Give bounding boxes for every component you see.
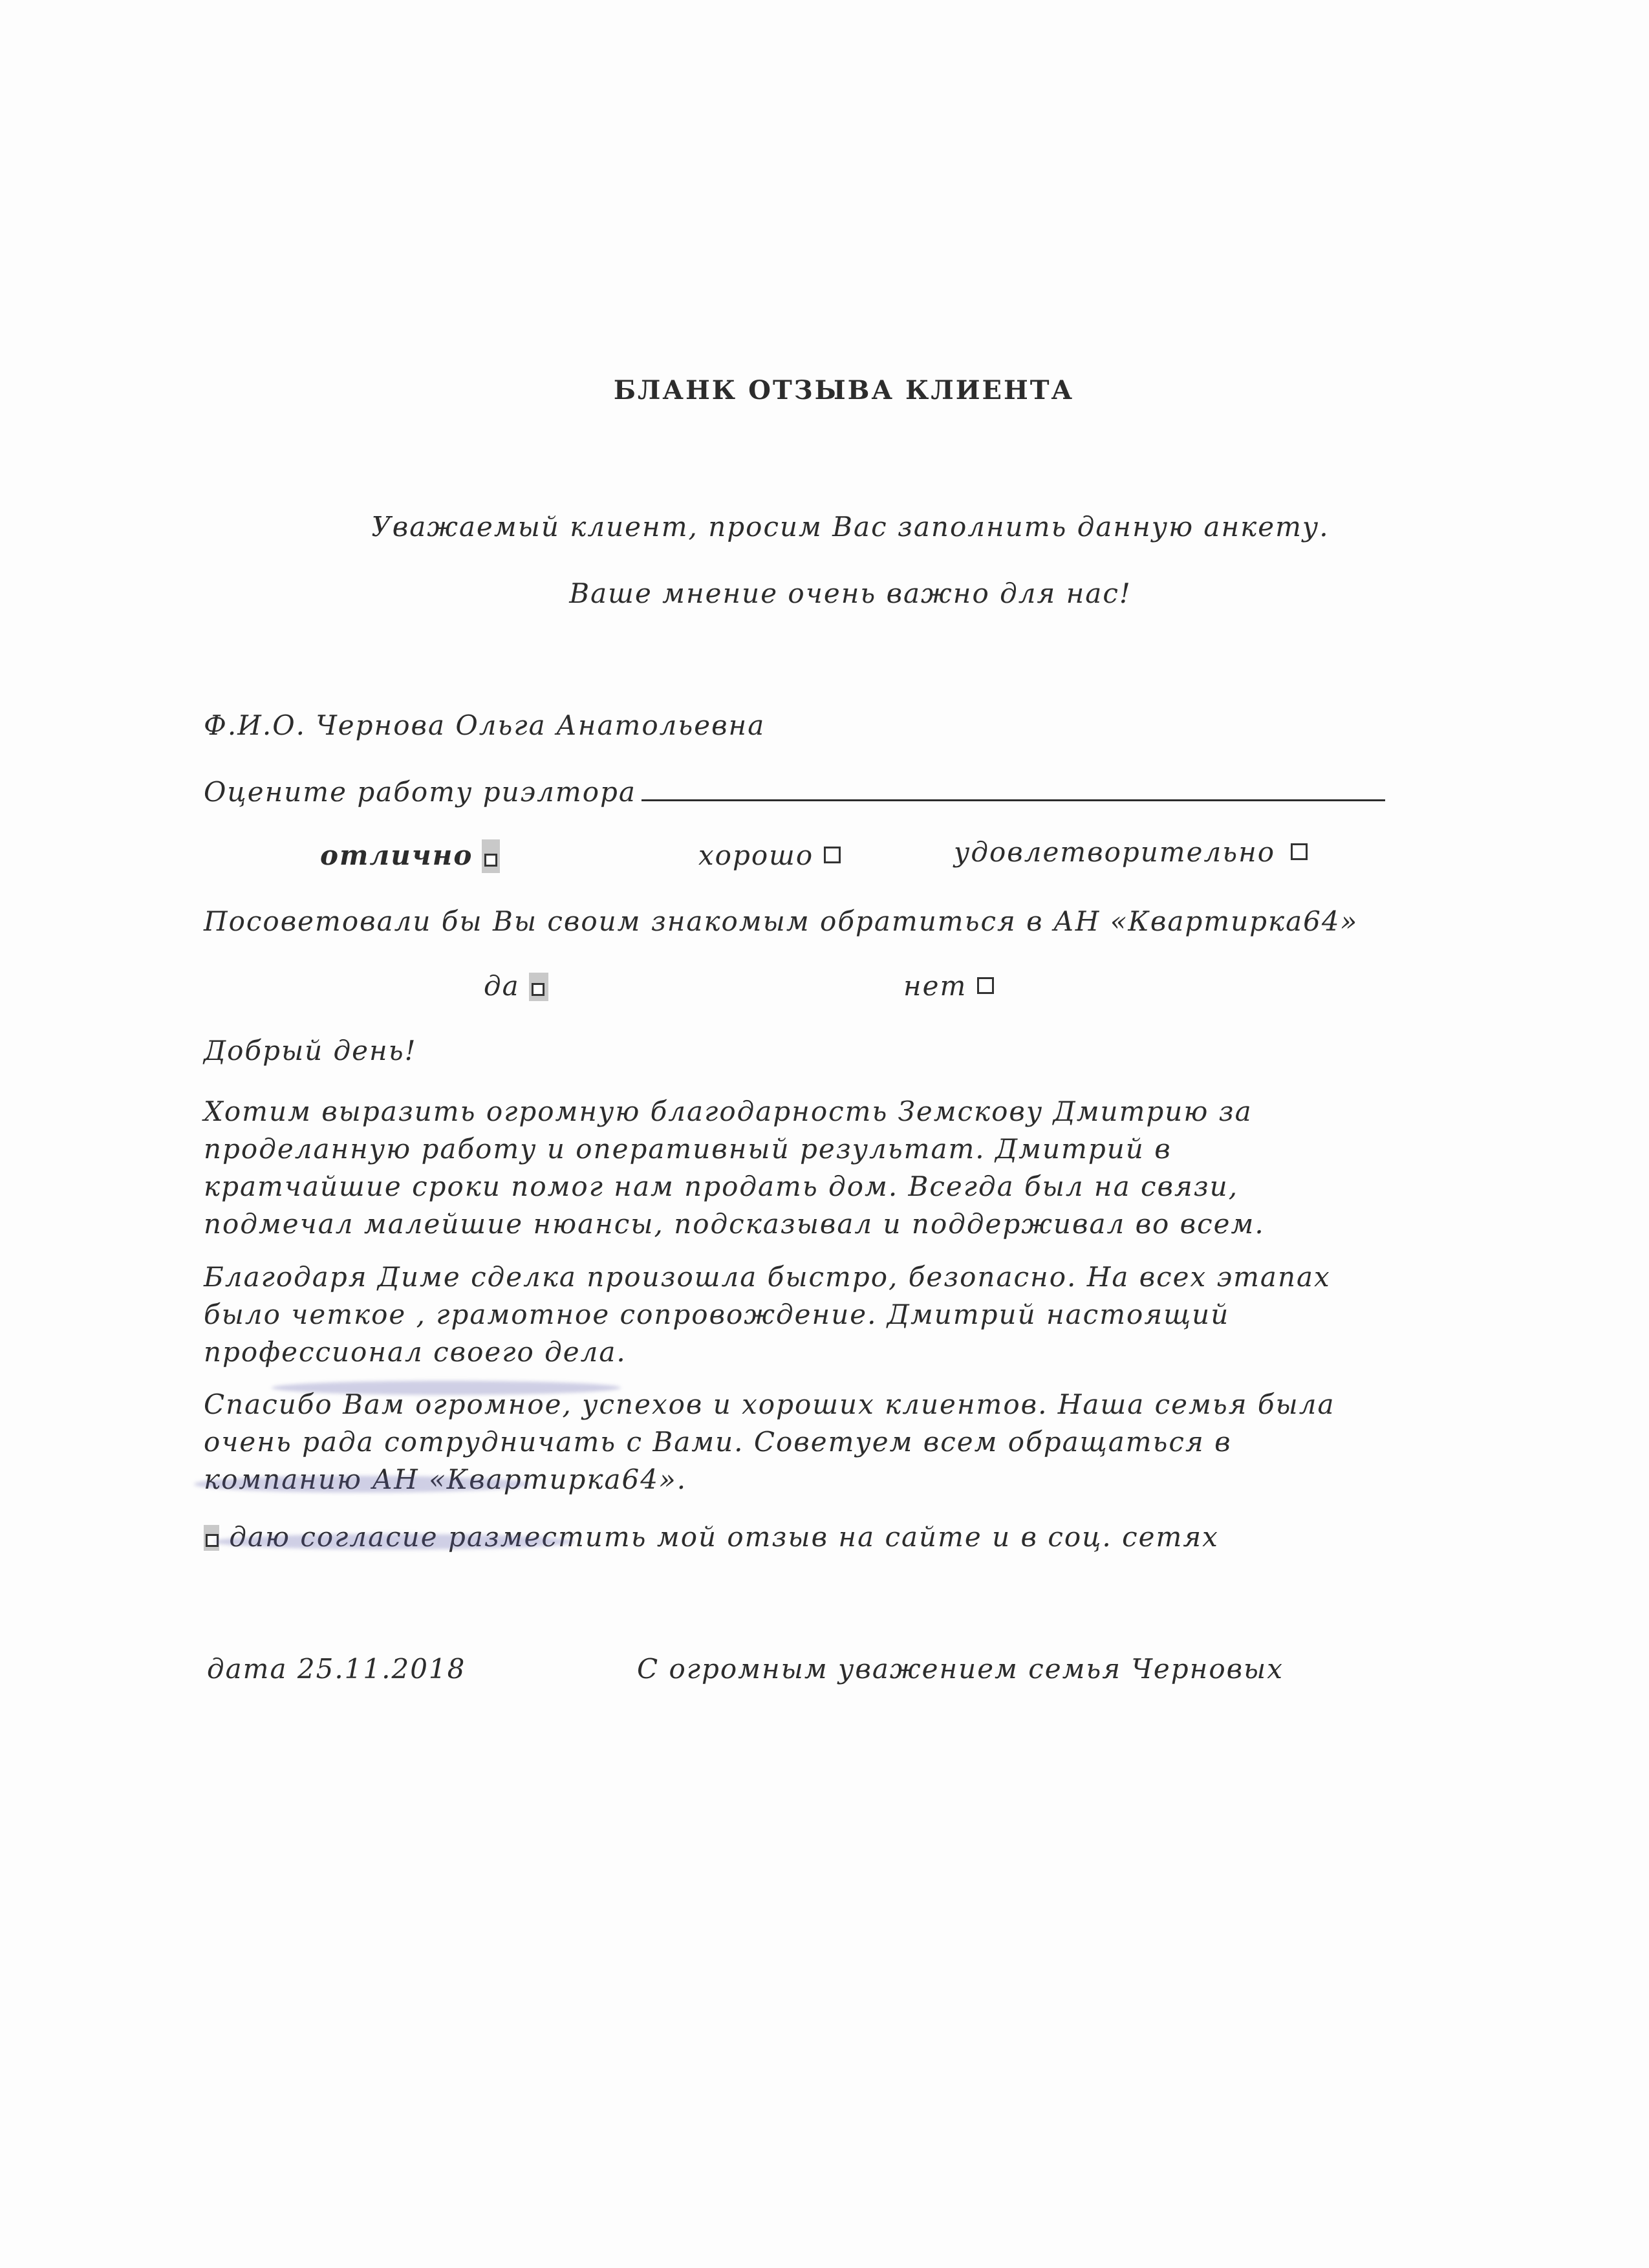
rate-row <box>204 776 1385 808</box>
review-greeting: Добрый день! <box>204 1035 417 1066</box>
rate-fill-line <box>641 780 1385 801</box>
rating-excellent-label: отлично <box>320 839 473 871</box>
fio-label: Ф.И.О. <box>204 709 306 741</box>
ink-smudge <box>194 1476 530 1493</box>
rating-good-checkbox[interactable] <box>824 847 841 863</box>
rating-good-option[interactable] <box>698 839 841 871</box>
date-value: 25.11.2018 <box>297 1653 466 1685</box>
intro-line-1: Уважаемый клиент, просим Вас заполнить данную анкету. <box>371 511 1330 543</box>
review-paragraph-2: Благодаря Диме сделка произошла быстро, безопасно. На всех этапах было четкое , грамотное сопровождение. Дмитрий настоящий профессионал своего дела. <box>204 1261 1331 1368</box>
rating-satisfactory-checkbox[interactable] <box>1291 843 1308 860</box>
consent-label: даю согласие разместить мой отзыв на сайте и в соц. сетях <box>229 1521 1219 1553</box>
recommend-question: Посоветовали бы Вы своим знакомым обратиться в АН «Квартирка64» <box>204 905 1359 937</box>
recommend-yes-option[interactable] <box>484 970 548 1002</box>
rating-excellent-option[interactable] <box>320 839 500 874</box>
rating-satisfactory-label: удовлетворительно <box>954 836 1276 868</box>
form-title: БЛАНК ОТЗЫВА КЛИЕНТА <box>613 375 1075 405</box>
date-label: дата <box>207 1653 288 1685</box>
signature-text: С огромным уважением семья Черновых <box>637 1653 1284 1685</box>
date-row <box>207 1653 466 1685</box>
rating-excellent-checkbox[interactable] <box>482 839 500 873</box>
recommend-yes-label: да <box>484 970 520 1002</box>
recommend-no-option[interactable] <box>903 970 994 1002</box>
consent-checkbox[interactable] <box>204 1525 219 1551</box>
rating-good-label: хорошо <box>698 839 814 871</box>
recommend-no-label: нет <box>903 970 967 1002</box>
fio-row <box>204 709 765 741</box>
recommend-no-checkbox[interactable] <box>977 977 994 994</box>
recommend-yes-checkbox[interactable] <box>529 973 548 1001</box>
ink-smudge <box>213 1534 576 1550</box>
fio-value: Чернова Ольга Анатольевна <box>316 709 766 741</box>
review-paragraph-1: Хотим выразить огромную благодарность Земскову Дмитрию за проделанную работу и оперативный результат. Дмитрий в кратчайшие сроки помог нам продать дом. Всегда был на связи, подмечал малейшие нюансы, подсказывал и поддерживал во всем. <box>204 1096 1265 1240</box>
rating-satisfactory-option[interactable] <box>954 836 1308 868</box>
rate-label: Оцените работу риэлтора <box>204 776 636 808</box>
intro-line-2: Ваше мнение очень важно для нас! <box>569 578 1132 609</box>
review-paragraph-3: Спасибо Вам огромное, успехов и хороших клиентов. Наша семья была очень рада сотрудничать с Вами. Советуем всем обращаться в компанию АН «Квартирка64». <box>204 1388 1335 1495</box>
